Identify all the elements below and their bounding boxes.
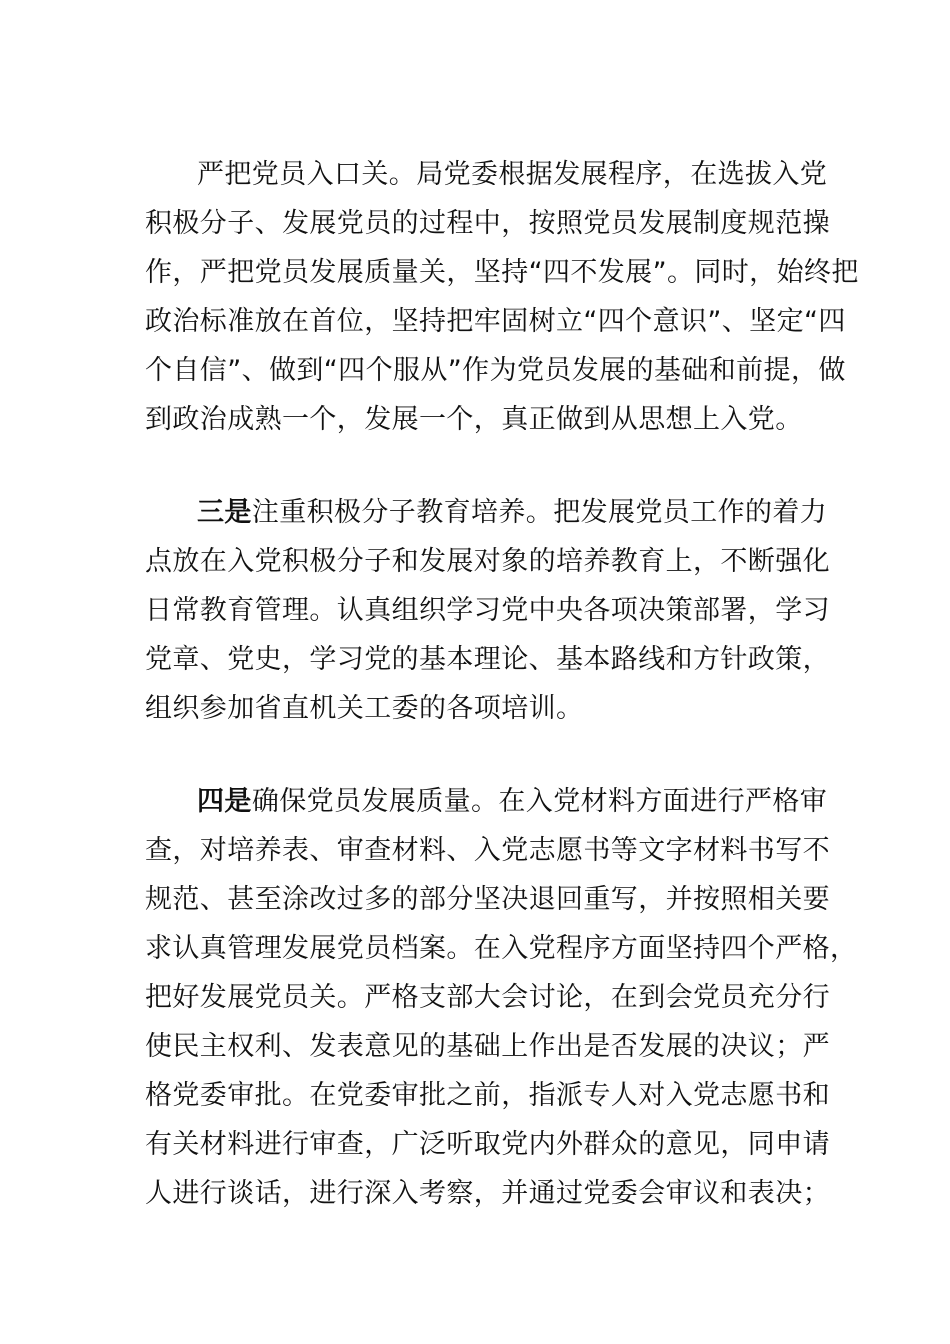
text-line-body: 注重积极分子教育培养。把发展党员工作的着力 [251,497,828,528]
text-line: 有关材料进行审查，广泛听取党内外群众的意见，同申请 [145,1129,830,1160]
document-body [145,150,859,1218]
text-line: 作，严把党员发展质量关，坚持“四不发展”。同时，始终把 [145,257,859,288]
text-line: 组织参加省直机关工委的各项培训。 [145,693,584,724]
text-line: 个自信”、做到“四个服从”作为党员发展的基础和前提，做 [145,355,846,386]
paragraph-entry-control [145,150,859,444]
text-line: 人进行谈话，进行深入考察，并通过党委会审议和表决； [145,1178,830,1209]
paragraph-quality-assurance [145,777,858,1218]
text-line: 日常教育管理。认真组织学习党中央各项决策部署，学习 [145,595,830,626]
text-line: 积极分子、发展党员的过程中，按照党员发展制度规范操 [145,208,830,239]
text-line: 到政治成熟一个，发展一个，真正做到从思想上入党。 [145,404,803,435]
text-line: 政治标准放在首位，坚持把牢固树立“四个意识”、坚定“四 [145,306,846,337]
paragraph-lead: 三是 [197,497,252,528]
text-line: 党章、党史，学习党的基本理论、基本路线和方针政策， [145,644,830,675]
text-line [145,777,828,826]
text-line [145,488,828,537]
text-line: 规范、甚至涂改过多的部分坚决退回重写，并按照相关要 [145,884,830,915]
text-line: 求认真管理发展党员档案。在入党程序方面坚持四个严格， [145,933,858,964]
text-line: 使民主权利、发表意见的基础上作出是否发展的决议；严 [145,1031,830,1062]
text-line: 把好发展党员关。严格支部大会讨论，在到会党员充分行 [145,982,830,1013]
paragraph-activist-training [145,488,830,733]
text-line: 查，对培养表、审查材料、入党志愿书等文字材料书写不 [145,835,830,866]
paragraph-spacer [145,733,807,777]
text-line: 点放在入党积极分子和发展对象的培养教育上，不断强化 [145,546,830,577]
paragraph-spacer [145,444,807,488]
paragraph-lead: 四是 [197,786,252,817]
text-line-body: 确保党员发展质量。在入党材料方面进行严格审 [251,786,828,817]
text-line: 严把党员入口关。局党委根据发展程序，在选拔入党 [197,159,828,190]
text-line: 格党委审批。在党委审批之前，指派专人对入党志愿书和 [145,1080,830,1111]
